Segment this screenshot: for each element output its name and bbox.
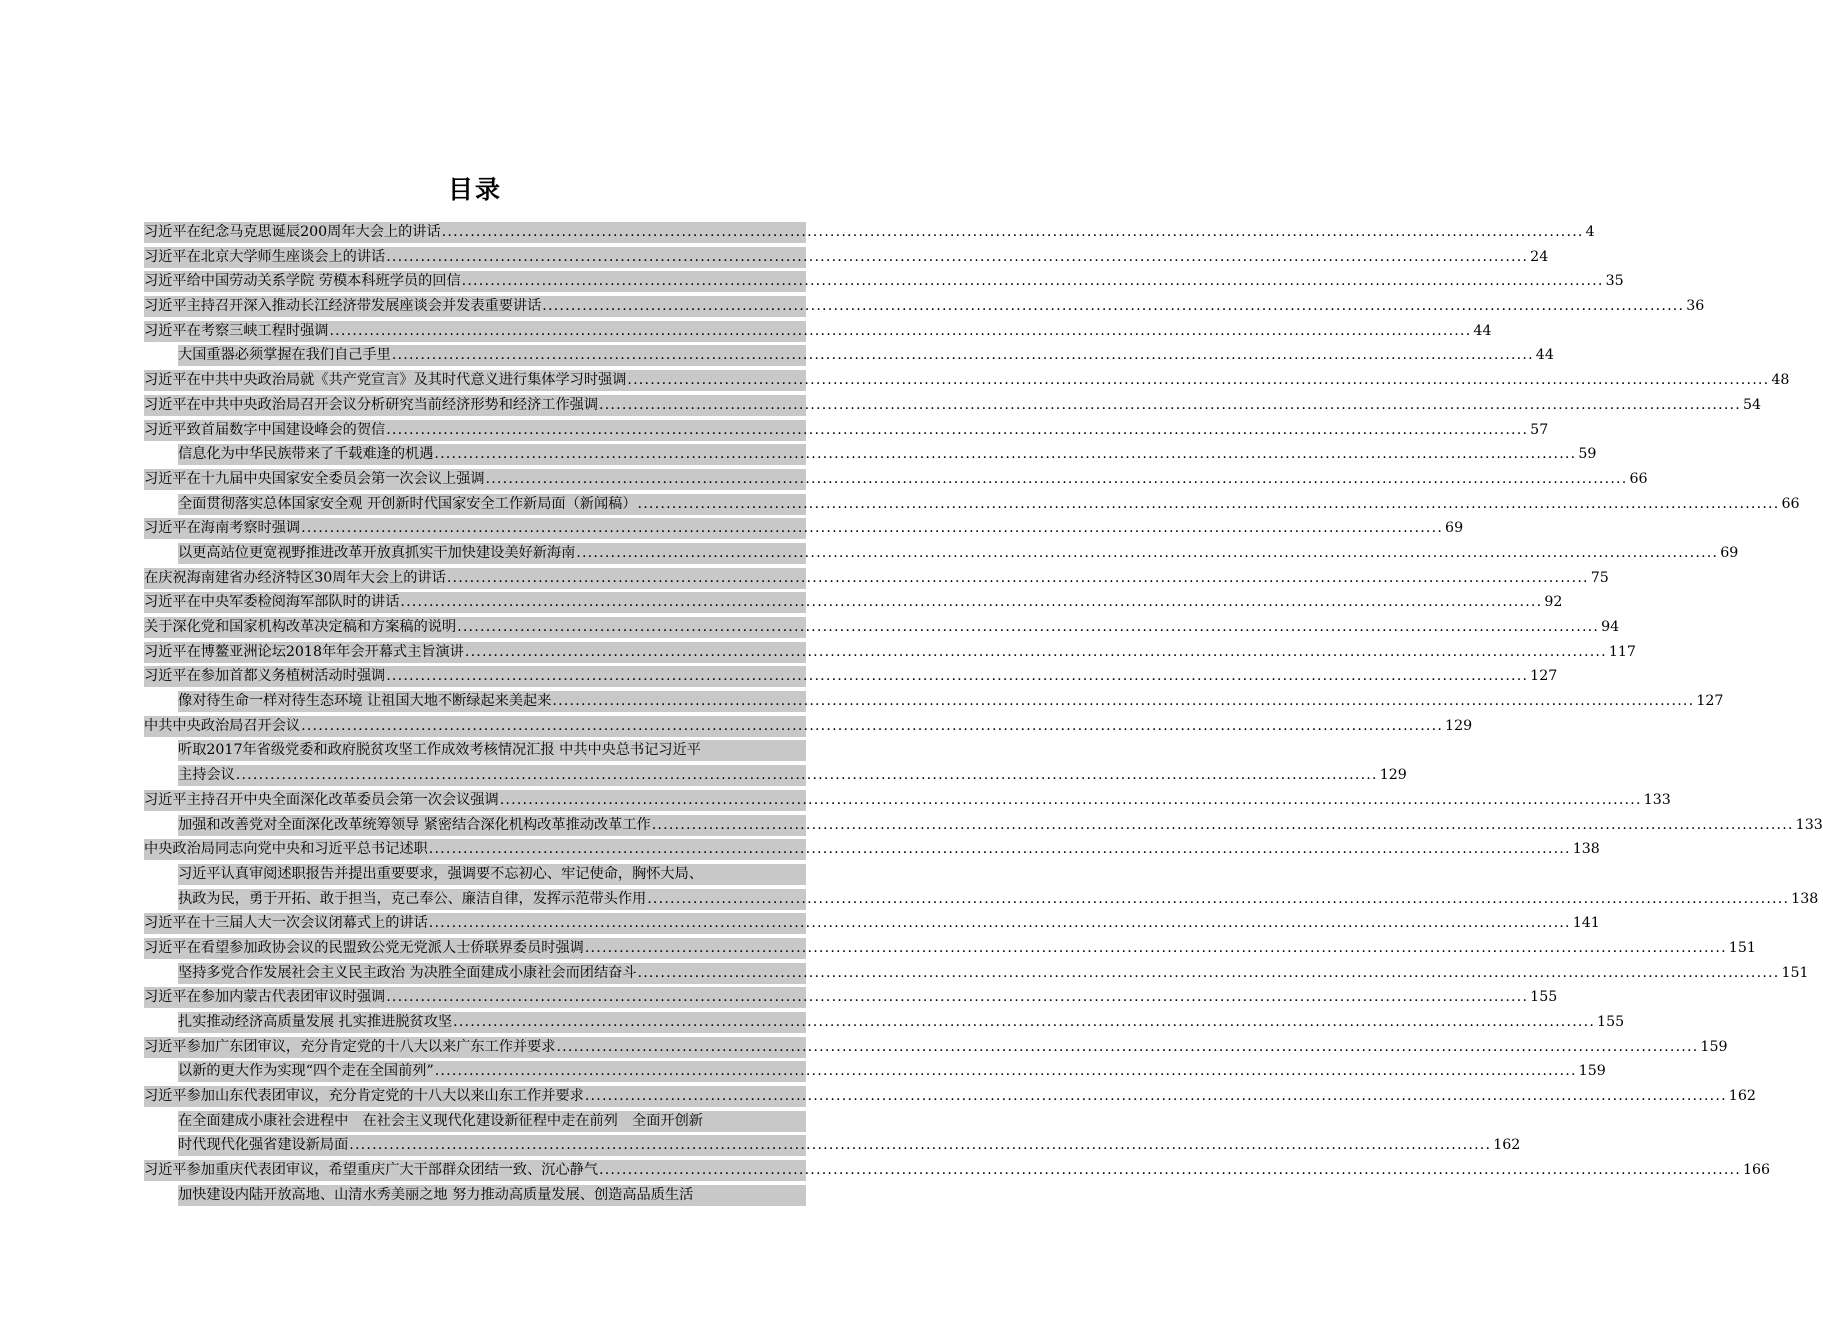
toc-entry-title: 习近平给中国劳动关系学院 劳模本科班学员的回信 <box>144 273 461 290</box>
dot-leader: ........................................................................................................................................................................................................ <box>584 1088 1727 1105</box>
toc-entry-title: 习近平在纪念马克思诞辰200周年大会上的讲话 <box>144 224 441 240</box>
toc-entry[interactable] <box>144 222 1595 243</box>
dot-leader: ........................................................................................................................................................................................................ <box>556 1038 1699 1055</box>
toc-entry-title: 习近平在博鳌亚洲论坛2018年年会开幕式主旨演讲 <box>144 643 464 660</box>
toc-page-number: 141 <box>1572 915 1600 932</box>
dot-leader: ........................................................................................................................................................................................................ <box>428 841 1571 858</box>
toc-entry-title: 习近平致首届数字中国建设峰会的贺信 <box>144 421 386 438</box>
toc-page-number: 127 <box>1530 668 1558 685</box>
toc-subentry[interactable] <box>178 1185 806 1206</box>
toc-entry-title: 像对待生命一样对待生态环境 让祖国大地不断绿起来美起来 <box>178 693 552 710</box>
toc-entry[interactable] <box>144 271 1624 292</box>
toc-entry-title: 习近平主持召开中央全面深化改革委员会第一次会议强调 <box>144 791 499 808</box>
toc-entry[interactable] <box>144 1037 1728 1058</box>
toc-entry[interactable] <box>144 790 1671 811</box>
toc-entry-title: 时代现代化强省建设新局面 <box>178 1137 349 1154</box>
toc-page-number: 162 <box>1728 1088 1756 1105</box>
toc-entry-title: 习近平在北京大学师生座谈会上的讲话 <box>144 248 386 265</box>
toc-entry[interactable] <box>144 395 1762 416</box>
toc-page-number: 66 <box>1629 470 1648 487</box>
toc-page-number: 127 <box>1696 693 1724 710</box>
toc-entry[interactable] <box>144 321 1492 342</box>
toc-entry-title: 主持会议 <box>178 767 235 784</box>
toc-title: 目录 <box>447 175 502 204</box>
dot-leader: ........................................................................................................................................................................................................ <box>461 273 1604 290</box>
toc-subentry[interactable] <box>178 494 1800 515</box>
toc-entry-title: 在全面建成小康社会进程中 在社会主义现代化建设新征程中走在前列 全面开创新 <box>178 1112 703 1129</box>
toc-entry-title: 听取2017年省级党委和政府脱贫攻坚工作成效考核情况汇报 中共中央总书记习近平 <box>178 742 701 759</box>
toc-page-number: 57 <box>1530 421 1549 438</box>
toc-entry-title: 加强和改善党对全面深化改革统筹领导 紧密结合深化机构改革推动改革工作 <box>178 816 651 833</box>
dot-leader: ........................................................................................................................................................................................................ <box>386 668 1529 685</box>
dot-leader: ........................................................................................................................................................................................................ <box>637 495 1780 512</box>
toc-page-number: 138 <box>1572 841 1600 858</box>
toc-entry-title: 中央政治局同志向党中央和习近平总书记述职 <box>144 841 428 858</box>
toc-page-number: 129 <box>1379 767 1407 784</box>
toc-entry-title: 习近平在考察三峡工程时强调 <box>144 322 329 339</box>
toc-entry[interactable] <box>144 420 1549 441</box>
toc-entry-title: 习近平参加广东团审议，充分肯定党的十八大以来广东工作并要求 <box>144 1038 556 1055</box>
toc-entry[interactable] <box>144 518 1464 539</box>
dot-leader: ........................................................................................................................................................................................................ <box>329 322 1472 339</box>
toc-entry-title: 习近平在十三届人大一次会议闭幕式上的讲话 <box>144 915 428 932</box>
dot-leader: ........................................................................................................................................................................................................ <box>599 396 1741 413</box>
toc-entry-title: 中共中央政治局召开会议 <box>144 717 301 734</box>
toc-page-number: 151 <box>1728 939 1756 956</box>
dot-leader: ........................................................................................................................................................................................................ <box>453 1014 1596 1030</box>
toc-page-number: 54 <box>1742 396 1762 413</box>
toc-page-number: 35 <box>1605 273 1624 290</box>
dot-leader: ........................................................................................................................................................................................................ <box>386 248 1529 265</box>
dot-leader: ........................................................................................................................................................................................................ <box>446 569 1589 586</box>
dot-leader: ........................................................................................................................................................................................................ <box>386 421 1529 438</box>
toc-page-number: 4 <box>1585 224 1595 240</box>
dot-leader: ........................................................................................................................................................................................................ <box>464 643 1607 660</box>
toc-entry-title: 大国重器必须掌握在我们自己手里 <box>178 347 391 364</box>
toc-page-number: 59 <box>1578 446 1597 463</box>
toc-entry-title: 习近平在中共中央政治局就《共产党宣言》及其时代意义进行集体学习时强调 <box>144 372 627 389</box>
dot-leader: ........................................................................................................................................................................................................ <box>552 693 1695 710</box>
toc-entry[interactable] <box>144 296 1705 317</box>
toc-entry-title: 关于深化党和国家机构改革决定稿和方案稿的说明 <box>144 619 457 635</box>
toc-subentry[interactable] <box>178 889 1819 910</box>
toc-subentry[interactable] <box>178 864 806 885</box>
toc-entry[interactable] <box>144 938 1756 959</box>
dot-leader: ........................................................................................................................................................................................................ <box>235 767 1378 784</box>
toc-page-number: 48 <box>1771 372 1790 389</box>
toc-entry-title: 以新的更大作为实现“四个走在全国前列” <box>178 1063 434 1080</box>
toc-entry[interactable] <box>144 617 1620 638</box>
toc-entry-title: 全面贯彻落实总体国家安全观 开创新时代国家安全工作新局面（新闻稿） <box>178 495 637 512</box>
dot-leader: ........................................................................................................................................................................................................ <box>584 939 1727 956</box>
toc-subentry[interactable] <box>178 963 1809 984</box>
toc-page-number: 129 <box>1445 717 1473 734</box>
toc-subentry[interactable] <box>178 740 806 761</box>
dot-leader: ........................................................................................................................................................................................................ <box>542 298 1685 315</box>
dot-leader: ........................................................................................................................................................................................................ <box>637 964 1780 981</box>
toc-page-number: 159 <box>1578 1063 1606 1080</box>
toc-page-number: 44 <box>1473 322 1492 339</box>
toc-subentry[interactable] <box>178 543 1739 564</box>
toc-entry-title: 习近平在海南考察时强调 <box>144 520 301 537</box>
table-of-contents <box>144 222 1823 1210</box>
toc-entry-title: 习近平在中共中央政治局召开会议分析研究当前经济形势和经济工作强调 <box>144 396 599 413</box>
toc-page-number: 24 <box>1530 248 1549 265</box>
dot-leader: ........................................................................................................................................................................................................ <box>599 1162 1741 1179</box>
toc-entry[interactable] <box>144 642 1636 663</box>
toc-entry[interactable] <box>144 1086 1756 1107</box>
toc-subentry[interactable] <box>178 444 1597 465</box>
toc-page-number: 44 <box>1535 347 1554 364</box>
toc-page-number: 69 <box>1720 544 1739 561</box>
dot-leader: ........................................................................................................................................................................................................ <box>400 594 1543 611</box>
dot-leader: ........................................................................................................................................................................................................ <box>349 1137 1492 1154</box>
toc-entry-title: 在庆祝海南建省办经济特区30周年大会上的讲话 <box>144 569 446 586</box>
toc-entry[interactable] <box>144 716 1473 737</box>
toc-entry-title: 扎实推动经济高质量发展 扎实推进脱贫攻坚 <box>178 1014 453 1030</box>
toc-page-number: 155 <box>1597 1014 1625 1030</box>
dot-leader: ........................................................................................................................................................................................................ <box>386 989 1529 1006</box>
toc-page-number: 151 <box>1781 964 1809 981</box>
toc-page-number: 138 <box>1791 890 1819 907</box>
toc-entry-title: 习近平在参加首都义务植树活动时强调 <box>144 668 386 685</box>
dot-leader: ........................................................................................................................................................................................................ <box>434 446 1577 463</box>
toc-subentry[interactable] <box>178 345 1554 366</box>
dot-leader: ........................................................................................................................................................................................................ <box>651 816 1794 833</box>
toc-entry[interactable] <box>144 839 1600 860</box>
dot-leader: ........................................................................................................................................................................................................ <box>301 717 1444 734</box>
toc-entry-title: 坚持多党合作发展社会主义民主政治 为决胜全面建成小康社会而团结奋斗 <box>178 964 637 981</box>
dot-leader: ........................................................................................................................................................................................................ <box>627 372 1770 389</box>
dot-leader: ........................................................................................................................................................................................................ <box>391 347 1534 364</box>
toc-entry-title: 习近平参加山东代表团审议，充分肯定党的十八大以来山东工作并要求 <box>144 1088 584 1105</box>
toc-subentry[interactable] <box>178 1111 806 1132</box>
toc-entry-title: 习近平在十九届中央国家安全委员会第一次会议上强调 <box>144 470 485 487</box>
toc-page-number: 69 <box>1445 520 1464 537</box>
toc-entry-title: 以更高站位更宽视野推进改革开放真抓实干加快建设美好新海南 <box>178 544 576 561</box>
toc-entry-title: 执政为民，勇于开拓、敢于担当，克己奉公、廉洁自律，发挥示范带头作用 <box>178 890 647 907</box>
toc-entry[interactable] <box>144 913 1600 934</box>
toc-entry[interactable] <box>144 247 1549 268</box>
toc-subentry[interactable] <box>178 691 1724 712</box>
toc-page-number: 166 <box>1742 1162 1771 1179</box>
toc-entry[interactable] <box>144 666 1558 687</box>
toc-page-number: 162 <box>1493 1137 1521 1154</box>
toc-subentry[interactable] <box>178 1061 1606 1082</box>
toc-page-number: 94 <box>1601 619 1620 635</box>
toc-page-number: 133 <box>1795 816 1823 833</box>
toc-page-number: 66 <box>1781 495 1800 512</box>
toc-entry[interactable] <box>144 469 1648 490</box>
toc-entry-title: 加快建设内陆开放高地、山清水秀美丽之地 努力推动高质量发展、创造高品质生活 <box>178 1186 694 1203</box>
dot-leader: ........................................................................................................................................................................................................ <box>576 544 1719 561</box>
toc-entry-title: 习近平主持召开深入推动长江经济带发展座谈会并发表重要讲话 <box>144 298 542 315</box>
dot-leader: ........................................................................................................................................................................................................ <box>434 1063 1577 1080</box>
dot-leader: ........................................................................................................................................................................................................ <box>428 915 1571 932</box>
toc-subentry[interactable] <box>178 815 1823 836</box>
toc-subentry[interactable] <box>178 1135 1521 1156</box>
toc-entry-title: 习近平在看望参加政协会议的民盟致公党无党派人士侨联界委员时强调 <box>144 939 584 956</box>
toc-page-number: 75 <box>1590 569 1609 586</box>
dot-leader: ........................................................................................................................................................................................................ <box>441 224 1584 240</box>
toc-page-number: 159 <box>1700 1038 1728 1055</box>
toc-entry[interactable] <box>144 1160 1771 1181</box>
dot-leader: ........................................................................................................................................................................................................ <box>499 791 1642 808</box>
dot-leader: ........................................................................................................................................................................................................ <box>457 619 1600 635</box>
toc-entry-title: 信息化为中华民族带来了千载难逢的机遇 <box>178 446 434 463</box>
toc-entry-title: 习近平在中央军委检阅海军部队时的讲话 <box>144 594 400 611</box>
dot-leader: ........................................................................................................................................................................................................ <box>485 470 1628 487</box>
toc-entry-title: 习近平参加重庆代表团审议，希望重庆广大干部群众团结一致、沉心静气 <box>144 1162 599 1179</box>
toc-entry[interactable] <box>144 568 1609 589</box>
toc-page-number: 36 <box>1686 298 1705 315</box>
toc-page-number: 117 <box>1608 643 1636 660</box>
toc-entry[interactable] <box>144 987 1558 1008</box>
dot-leader: ........................................................................................................................................................................................................ <box>647 890 1790 907</box>
toc-entry-title: 习近平在参加内蒙古代表团审议时强调 <box>144 989 386 1006</box>
toc-subentry[interactable] <box>178 1012 1625 1033</box>
toc-page-number: 133 <box>1643 791 1671 808</box>
toc-page-number: 155 <box>1530 989 1558 1006</box>
toc-entry-title: 习近平认真审阅述职报告并提出重要要求，强调要不忘初心、牢记使命，胸怀大局、 <box>178 865 703 882</box>
toc-page-number: 92 <box>1544 594 1563 611</box>
toc-subentry[interactable] <box>178 765 1407 786</box>
dot-leader: ........................................................................................................................................................................................................ <box>301 520 1444 537</box>
toc-entry[interactable] <box>144 370 1790 391</box>
toc-entry[interactable] <box>144 592 1563 613</box>
